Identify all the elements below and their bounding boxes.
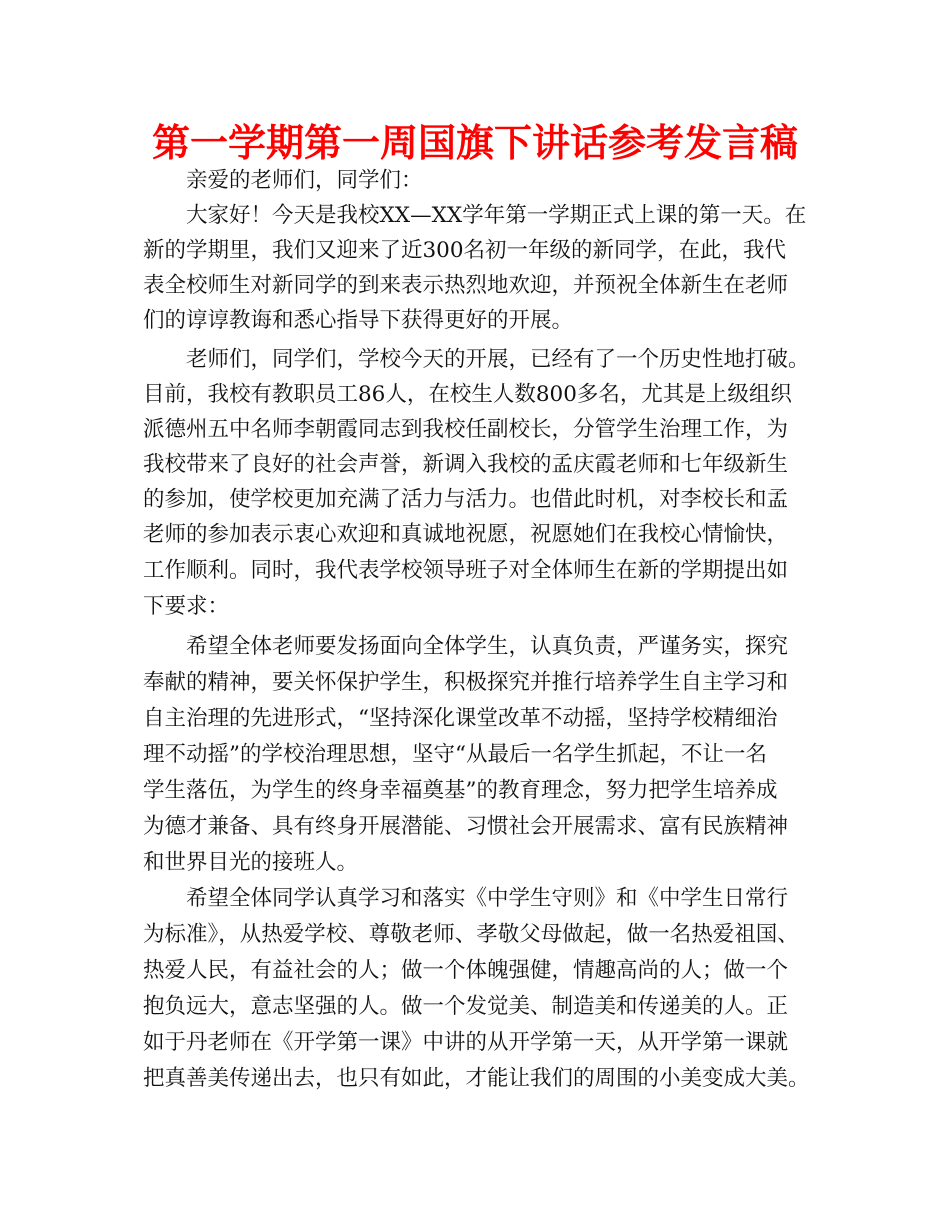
text-line: 的参加，使学校更加充满了活力与活力。也借此时机，对李校长和孟	[143, 487, 789, 512]
text-line: 我校带来了良好的社会声誉，新调入我校的孟庆霞老师和七年级新生	[143, 452, 789, 477]
text-line: 理不动摇”的学校治理思想，坚守“从最后一名学生抓起，不让一名	[143, 742, 767, 767]
text-line: 为德才兼备、具有终身开展潜能、习惯社会开展需求、富有民族精神	[143, 814, 789, 839]
text-line: 学生落伍，为学生的终身幸福奠基”的教育理念，努力把学生培养成	[143, 778, 778, 803]
text-line: 自主治理的先进形式，“坚持深化课堂改革不动摇，坚持学校精细治	[143, 706, 778, 731]
text-line: 派德州五中名师李朝霞同志到我校任副校长，分管学生治理工作，为	[143, 417, 789, 442]
text-line: 目前，我校有教职员工86人，在校生人数800多名，尤其是上级组织	[143, 382, 792, 407]
text-line: 大家好！今天是我校XX—XX学年第一学期正式上课的第一天。在	[186, 203, 807, 228]
text-line: 热爱人民，有益社会的人；做一个体魄强健，情趣高尚的人；做一个	[143, 958, 789, 983]
document-title: 第一学期第一周国旗下讲话参考发言稿	[151, 121, 798, 165]
text-line: 表全校师生对新同学的到来表示热烈地欢迎，并预祝全体新生在老师	[143, 273, 789, 298]
text-line: 和世界目光的接班人。	[143, 850, 359, 875]
text-line: 新的学期里，我们又迎来了近300名初一年级的新同学，在此，我代	[143, 238, 787, 263]
text-line: 希望全体同学认真学习和落实《中学生守则》和《中学生日常行	[186, 886, 789, 911]
text-line: 把真善美传递出去，也只有如此，才能让我们的周围的小美变成大美。	[143, 1066, 810, 1091]
salutation-line: 亲爱的老师们，同学们：	[186, 168, 423, 193]
text-line: 老师的参加表示衷心欢迎和真诚地祝愿，祝愿她们在我校心情愉快，	[143, 522, 789, 547]
text-line: 为标准》，从热爱学校、尊敬老师、孝敬父母做起，做一名热爱祖国、	[143, 922, 799, 947]
text-line: 老师们，同学们，学校今天的开展，已经有了一个历史性地打破。	[186, 347, 810, 372]
text-line: 抱负远大，意志坚强的人。做一个发觉美、制造美和传递美的人。正	[143, 994, 789, 1019]
text-line: 如于丹老师在《开学第一课》中讲的从开学第一天，从开学第一课就	[143, 1030, 789, 1055]
text-line: 希望全体老师要发扬面向全体学生，认真负责，严谨务实，探究	[186, 634, 789, 659]
text-line: 下要求：	[143, 594, 230, 619]
text-line: 奉献的精神，要关怀保护学生，积极探究并推行培养学生自主学习和	[143, 670, 789, 695]
text-line: 们的谆谆教诲和悉心指导下获得更好的开展。	[143, 308, 574, 333]
text-line: 工作顺利。同时，我代表学校领导班子对全体师生在新的学期提出如	[143, 558, 789, 583]
